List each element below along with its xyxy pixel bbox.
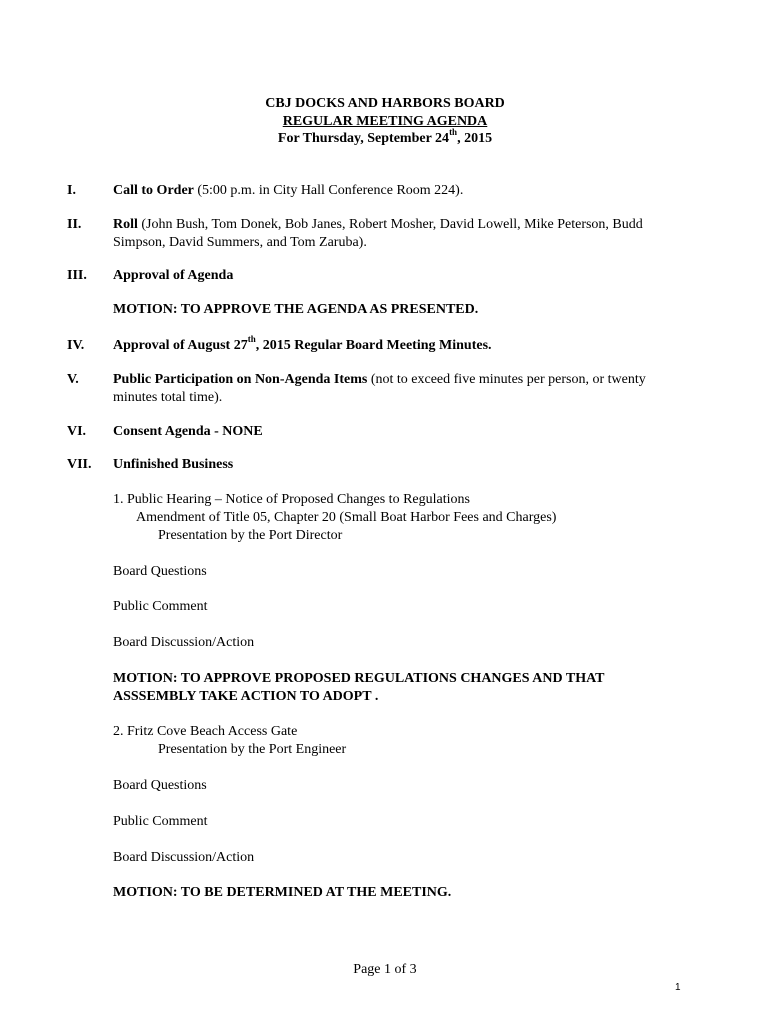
board-discussion: Board Discussion/Action xyxy=(113,850,255,865)
agenda-header xyxy=(0,95,770,148)
item-number: VII. xyxy=(67,457,92,472)
item-title: Unfinished Business xyxy=(113,457,234,472)
item-number: II. xyxy=(67,217,82,232)
public-comment: Public Comment xyxy=(113,814,208,829)
board-discussion: Board Discussion/Action xyxy=(113,635,255,650)
item-number: IV. xyxy=(67,338,85,353)
item-title: Approval of August 27th, 2015 Regular Board Meeting Minutes. xyxy=(113,334,492,353)
board-name: CBJ DOCKS AND HARBORS BOARD xyxy=(265,96,505,111)
page-number: 1 xyxy=(675,982,681,993)
agenda-title: REGULAR MEETING AGENDA xyxy=(282,113,488,129)
subitem-amendment: Amendment of Title 05, Chapter 20 (Small Boat Harbor Fees and Charges) xyxy=(136,510,557,525)
public-comment: Public Comment xyxy=(113,599,208,614)
item-text: (not to exceed five minutes per person, or twenty xyxy=(367,372,646,387)
fritz-cove-motion: MOTION: TO BE DETERMINED AT THE MEETING. xyxy=(113,885,452,900)
item-title: Approval of Agenda xyxy=(113,268,234,283)
item-number: VI. xyxy=(67,424,87,439)
item-number: III. xyxy=(67,268,87,283)
item-text-cont: minutes total time). xyxy=(113,390,223,405)
subitem-presenter: Presentation by the Port Director xyxy=(158,528,343,543)
agenda-motion: MOTION: TO APPROVE THE AGENDA AS PRESENTED. xyxy=(113,302,479,317)
page-footer: Page 1 of 3 xyxy=(353,962,417,977)
subitem-presenter: Presentation by the Port Engineer xyxy=(158,742,347,757)
subitem-public-hearing: 1. Public Hearing – Notice of Proposed Changes to Regulations xyxy=(113,492,470,507)
item-title: Call to Order xyxy=(113,183,194,198)
board-questions: Board Questions xyxy=(113,778,207,793)
item-text-cont: Simpson, David Summers, and Tom Zaruba). xyxy=(113,235,367,250)
item-number: V. xyxy=(67,372,79,387)
item-text: (John Bush, Tom Donek, Bob Janes, Robert Mosher, David Lowell, Mike Peterson, Budd xyxy=(137,217,643,232)
item-text: (5:00 p.m. in City Hall Conference Room 224). xyxy=(193,183,464,198)
subitem-fritz-cove: 2. Fritz Cove Beach Access Gate xyxy=(113,724,298,739)
regulations-motion-line1: MOTION: TO APPROVE PROPOSED REGULATIONS CHANGES AND THAT xyxy=(113,671,605,686)
item-title: Consent Agenda - NONE xyxy=(113,424,263,439)
meeting-date: For Thursday, September 24th, 2015 xyxy=(277,127,493,146)
item-title: Roll xyxy=(113,217,138,232)
item-title: Public Participation on Non-Agenda Items xyxy=(113,372,368,387)
board-questions: Board Questions xyxy=(113,564,207,579)
item-number: I. xyxy=(67,183,76,198)
regulations-motion-line2: ASSSEMBLY TAKE ACTION TO ADOPT . xyxy=(113,689,379,704)
